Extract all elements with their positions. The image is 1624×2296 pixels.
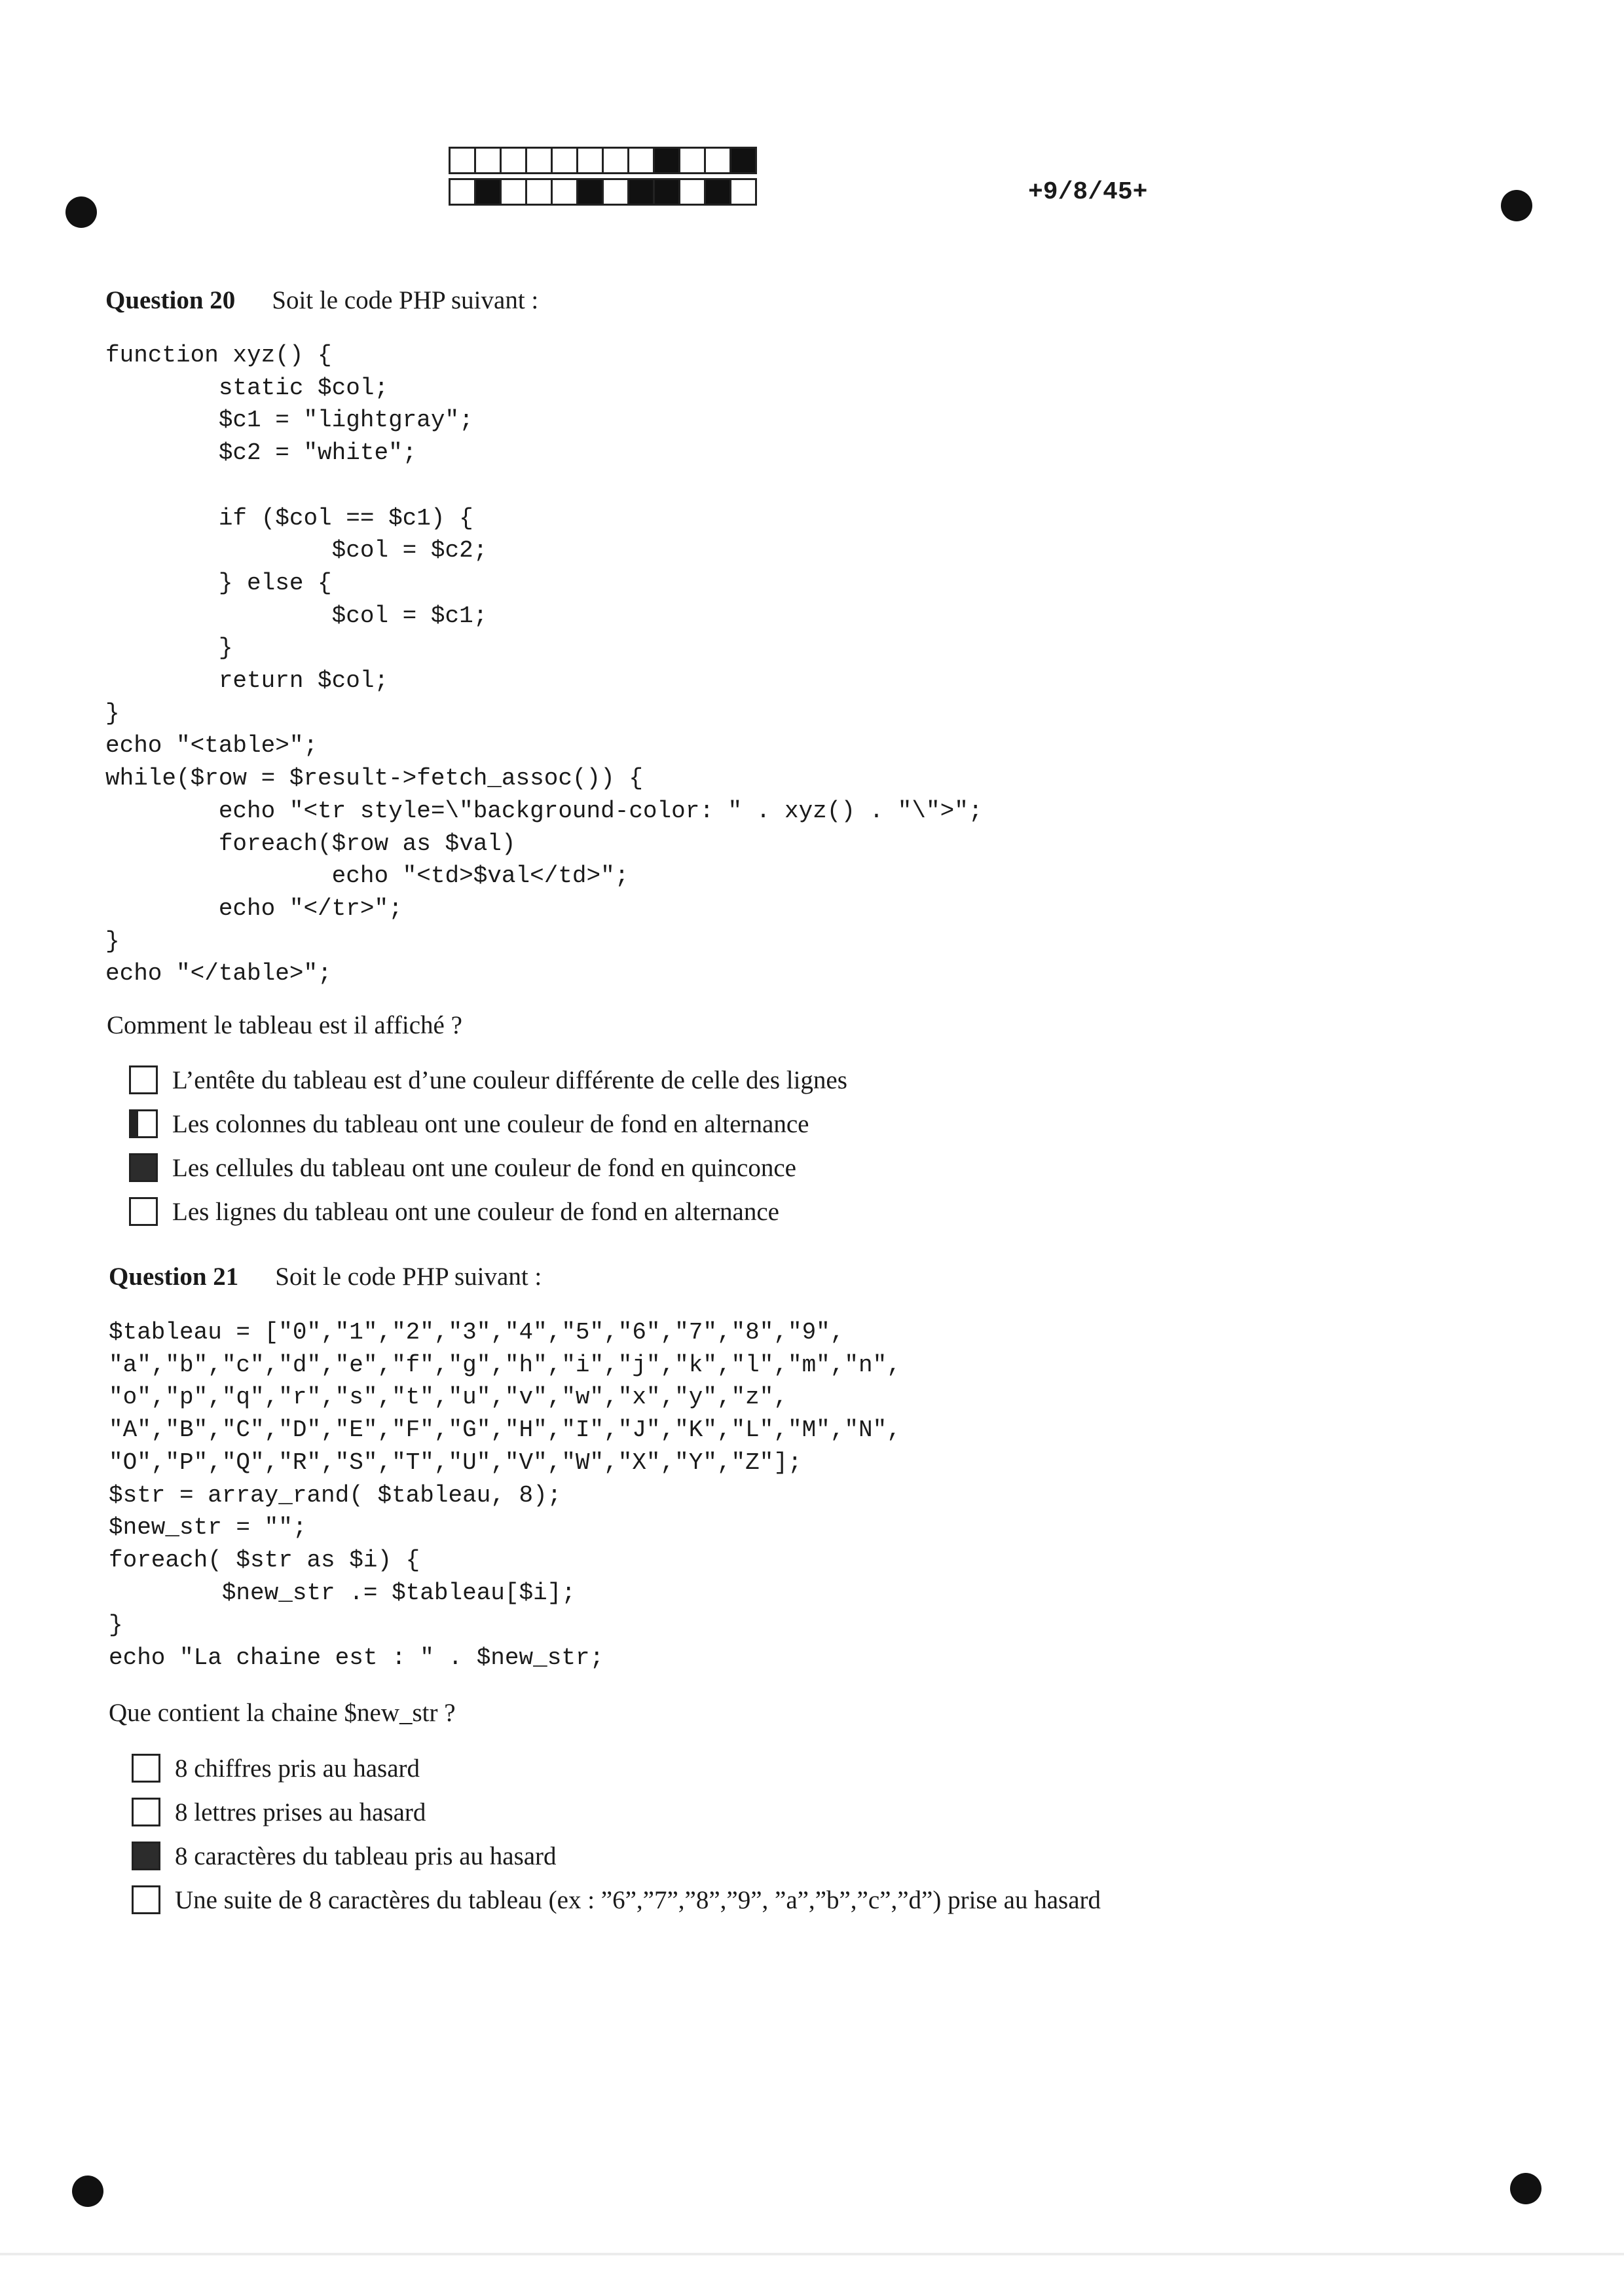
registration-mark-bottom-right: [1510, 2173, 1541, 2204]
barcode-cell: [449, 178, 476, 206]
barcode-cell: [704, 178, 731, 206]
barcode-cell: [500, 147, 527, 174]
barcode-cell: [729, 147, 757, 174]
barcode-cell: [449, 147, 476, 174]
q21-answer-checkbox-3[interactable]: [132, 1885, 160, 1914]
registration-mark-top-right: [1501, 190, 1532, 221]
barcode-cell: [602, 178, 629, 206]
question-text: Soit le code PHP suivant :: [272, 286, 539, 314]
barcode-cell: [627, 147, 655, 174]
barcode-cell: [729, 178, 757, 206]
q20-answer-checkbox-3[interactable]: [129, 1197, 158, 1226]
barcode-row-bottom: [451, 178, 757, 206]
q21-answer-option[interactable]: [132, 1751, 420, 1785]
q21-answer-checkbox-2[interactable]: [132, 1842, 160, 1870]
barcode-cell: [704, 147, 731, 174]
question-20-code: function xyz() { static $col; $c1 = "lightgray"; $c2 = "white"; if ($col == $c1) { $col = $c2; } else { $col = $c1; } return $col; } echo "<table>"; while($row = $result->fetch_assoc()) { echo "<tr style=\"background-color: " . xyz() . "\">"; foreach($row as $val) echo "<td>$val</td>"; echo "</tr>"; } echo "</table>";: [105, 342, 983, 988]
q20-answer-option[interactable]: [129, 1107, 809, 1141]
question-text: Soit le code PHP suivant :: [275, 1263, 542, 1291]
question-20-prompt: Comment le tableau est il affiché ?: [107, 1011, 462, 1039]
scan-edge: [0, 2253, 1624, 2255]
q20-answer-option[interactable]: [129, 1063, 847, 1097]
q20-answer-checkbox-1[interactable]: [129, 1109, 158, 1138]
question-21-prompt: Que contient la chaine $new_str ?: [109, 1699, 456, 1727]
barcode-cell: [653, 178, 680, 206]
question-21-heading: [109, 1262, 542, 1291]
answer-label: Les cellules du tableau ont une couleur de fond en quinconce: [172, 1153, 796, 1182]
q20-answer-option[interactable]: [129, 1194, 779, 1229]
answer-label: Les lignes du tableau ont une couleur de fond en alternance: [172, 1197, 779, 1226]
q21-answer-checkbox-1[interactable]: [132, 1798, 160, 1826]
barcode-cell: [474, 147, 502, 174]
q21-answer-option[interactable]: [132, 1883, 1101, 1917]
barcode-cell: [576, 147, 604, 174]
q21-answer-option[interactable]: [132, 1839, 557, 1873]
barcode-cell: [551, 147, 578, 174]
answer-label: 8 caractères du tableau pris au hasard: [175, 1842, 557, 1870]
barcode-cell: [525, 147, 553, 174]
question-number: Question 20: [105, 286, 236, 314]
q21-answer-option[interactable]: [132, 1795, 426, 1829]
q21-answer-checkbox-0[interactable]: [132, 1754, 160, 1783]
barcode-cell: [551, 178, 578, 206]
answer-label: L’entête du tableau est d’une couleur différente de celle des lignes: [172, 1065, 847, 1094]
answer-label: Les colonnes du tableau ont une couleur de fond en alternance: [172, 1109, 809, 1138]
question-number: Question 21: [109, 1263, 239, 1291]
registration-mark-top-left: [65, 196, 97, 228]
registration-mark-bottom-left: [72, 2176, 103, 2207]
barcode-cell: [653, 147, 680, 174]
answer-label: 8 lettres prises au hasard: [175, 1798, 426, 1826]
barcode-row-top: [451, 147, 757, 174]
q20-answer-option[interactable]: [129, 1151, 796, 1185]
page-identifier: +9/8/45+: [1028, 178, 1148, 206]
barcode-cell: [576, 178, 604, 206]
q20-answer-checkbox-2[interactable]: [129, 1153, 158, 1182]
answer-label: Une suite de 8 caractères du tableau (ex : ”6”,”7”,”8”,”9”, ”a”,”b”,”c”,”d”) prise au hasard: [175, 1885, 1101, 1914]
question-21-code: $tableau = ["0","1","2","3","4","5","6","7","8","9", "a","b","c","d","e","f","g","h","i","j","k","l","m","n", "o","p","q","r","s","t","u","v","w","x","y","z", "A","B","C","D","E","F","G","H","I","J","K","L","M","N", "O","P","Q","R","S","T","U","V","W","X","Y","Z"]; $str = array_rand( $tableau, 8); $new_str = ""; foreach( $str as $i) { $new_str .= $tableau[$i]; } echo "La chaine est : " . $new_str;: [109, 1319, 901, 1672]
barcode-cell: [602, 147, 629, 174]
q20-answer-checkbox-0[interactable]: [129, 1065, 158, 1094]
barcode-cell: [678, 147, 706, 174]
question-20-heading: [105, 286, 538, 315]
barcode-cell: [627, 178, 655, 206]
barcode-cell: [525, 178, 553, 206]
barcode-cell: [474, 178, 502, 206]
answer-label: 8 chiffres pris au hasard: [175, 1754, 420, 1783]
barcode-cell: [500, 178, 527, 206]
barcode-cell: [678, 178, 706, 206]
